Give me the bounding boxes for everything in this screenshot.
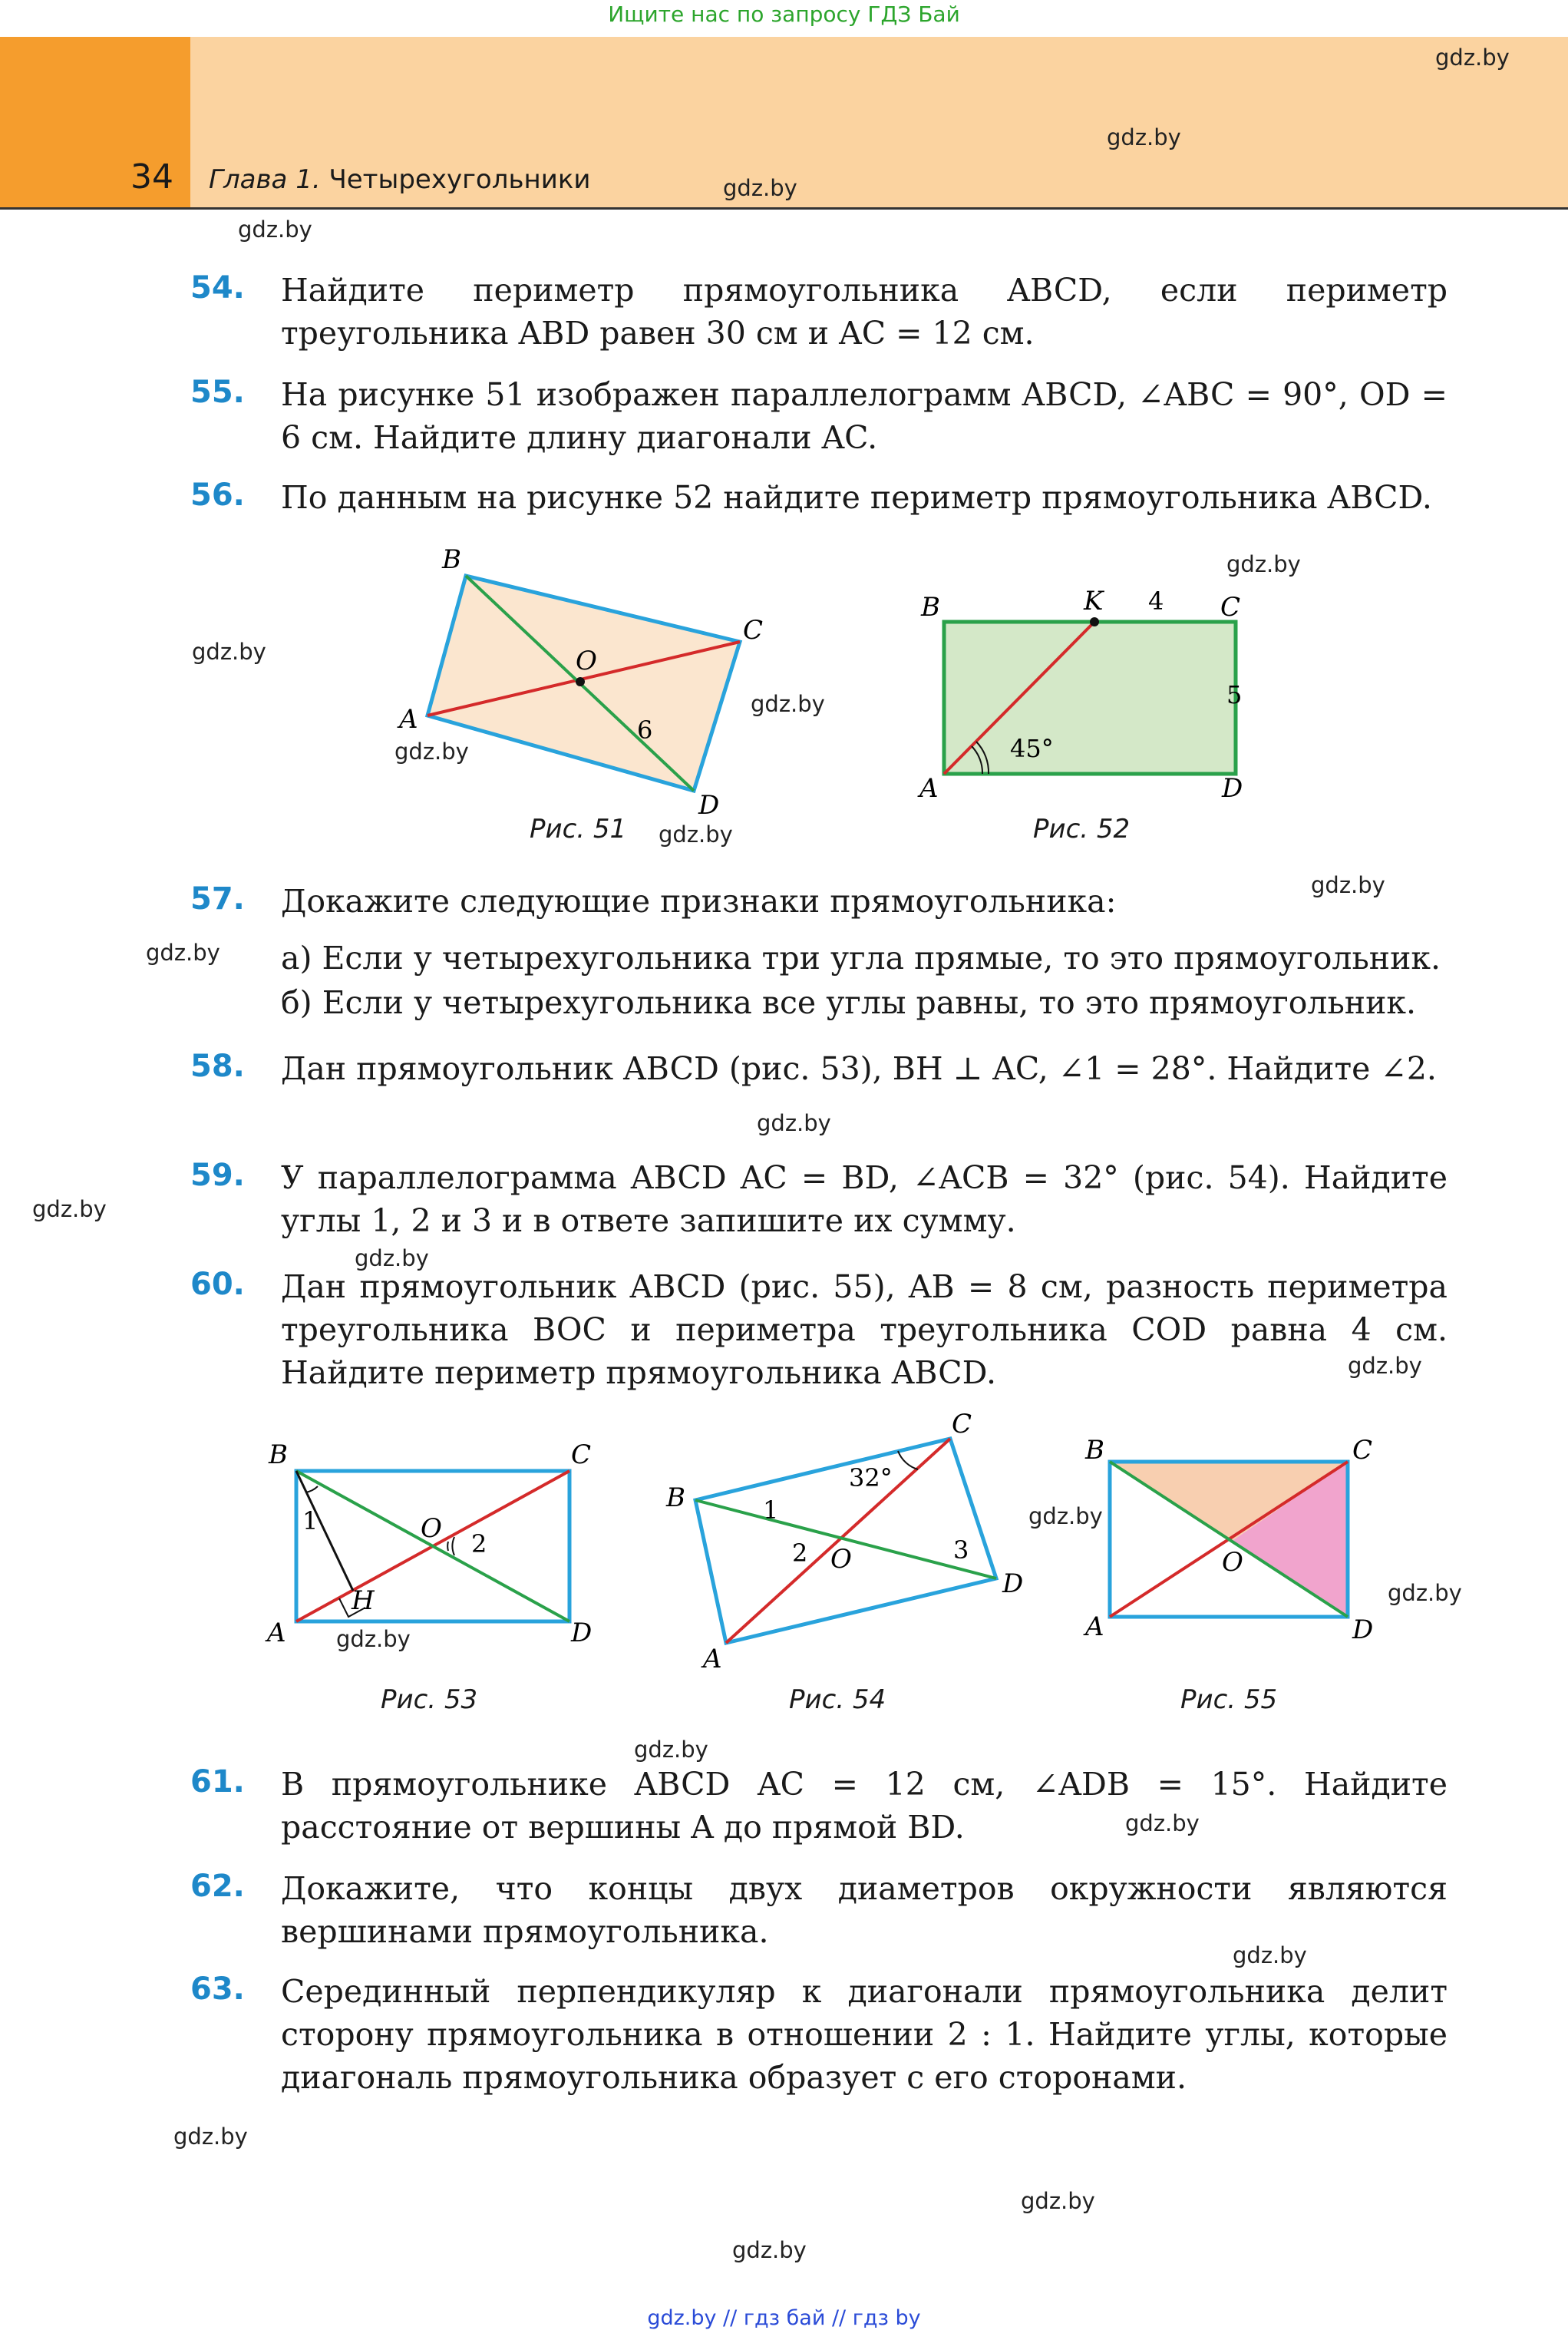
problem-text: На рисунке 51 изображен параллелограмм ABCD, ∠ABC = 90°, OD = 6 см. Найдите длину диагонали AC. — [281, 376, 1448, 456]
watermark: gdz.by — [238, 216, 312, 243]
fig52-label-a: A — [919, 773, 939, 804]
fig54-label-d: D — [1002, 1568, 1024, 1599]
fig51-seg-label: 6 — [637, 716, 653, 745]
fig52-label-c: C — [1220, 592, 1241, 623]
fig54-label-a: A — [703, 1644, 722, 1674]
watermark: gdz.by — [1388, 1580, 1462, 1606]
fig54-label-b: B — [666, 1482, 685, 1513]
problem-number: 59. — [190, 1158, 245, 1193]
figure-54 — [652, 1397, 1051, 1681]
problem-number: 54. — [190, 270, 245, 306]
watermark: gdz.by — [146, 940, 220, 966]
fig51-label-o: O — [576, 646, 597, 676]
fig54-label-3: 3 — [953, 1535, 969, 1565]
fig51-label-a: A — [399, 704, 418, 735]
problem-subitem: б) Если у четырехугольника все углы равны, то это прямоугольник. — [281, 984, 1417, 1021]
problem-text: Докажите следующие признаки прямоугольника: — [281, 883, 1117, 920]
top-link[interactable]: Ищите нас по запросу ГДЗ Бай — [608, 2, 960, 27]
fig52-label-k: K — [1084, 586, 1104, 616]
figure-55 — [1074, 1428, 1428, 1658]
fig52-label-d: D — [1222, 773, 1243, 804]
fig54-label-1: 1 — [763, 1496, 779, 1525]
problem-text: Дан прямоугольник ABCD (рис. 53), BH ⊥ AC, ∠1 = 28°. Найдите ∠2. — [281, 1050, 1437, 1087]
problem-number: 58. — [190, 1049, 245, 1084]
fig51-caption: Рис. 51 — [530, 814, 627, 844]
fig52-label-cd: 5 — [1226, 680, 1243, 709]
fig55-label-o: O — [1222, 1547, 1243, 1578]
header-divider — [0, 207, 1568, 210]
fig54-label-o: O — [830, 1544, 852, 1575]
fig53-label-h: H — [352, 1585, 375, 1616]
watermark: gdz.by — [1028, 1503, 1103, 1529]
watermark: gdz.by — [1311, 872, 1385, 898]
fig51-label-c: C — [743, 615, 764, 646]
watermark: gdz.by — [1107, 124, 1181, 150]
fig53-angle-arc — [452, 1537, 454, 1555]
fig54-label-angle: 32° — [849, 1463, 893, 1492]
fig52-point-k — [1090, 617, 1099, 626]
watermark: gdz.by — [1125, 1810, 1200, 1836]
problem-text: По данным на рисунке 52 найдите периметр прямоугольника ABCD. — [281, 479, 1432, 516]
fig54-label-c: C — [952, 1409, 972, 1439]
watermark: gdz.by — [732, 2237, 807, 2263]
watermark: gdz.by — [659, 821, 733, 848]
fig54-angle-arc — [898, 1451, 918, 1469]
footer-links[interactable]: gdz.by // гдз бай // гдз by — [647, 2306, 921, 2330]
problem-number: 61. — [190, 1764, 245, 1800]
problem-text: Дан прямоугольник ABCD (рис. 55), AB = 8 см, разность периметра треугольника BOC и периметра треугольника COD равна 4 см. Найдите периметр прямоугольника ABCD. — [281, 1268, 1448, 1391]
watermark: gdz.by — [751, 691, 825, 717]
watermark: gdz.by — [394, 739, 469, 765]
fig52-rectangle — [944, 622, 1236, 774]
watermark: gdz.by — [173, 2124, 248, 2150]
fig54-caption: Рис. 54 — [789, 1684, 886, 1715]
problem-text: Серединный перпендикуляр к диагонали прямоугольника делит сторону прямоугольника в отношении 2 : 1. Найдите углы, которые диагональ прямоугольника образует с его сторонами. — [281, 1973, 1448, 2096]
watermark: gdz.by — [1348, 1353, 1422, 1379]
fig53-caption: Рис. 53 — [381, 1684, 478, 1715]
watermark: gdz.by — [355, 1245, 429, 1271]
fig54-label-2: 2 — [792, 1539, 808, 1568]
fig53-label-d: D — [571, 1618, 593, 1648]
watermark: gdz.by — [1435, 45, 1510, 71]
fig55-label-d: D — [1352, 1615, 1374, 1645]
watermark: gdz.by — [757, 1110, 831, 1136]
fig52-caption: Рис. 52 — [1033, 814, 1131, 844]
fig52-label-b: B — [921, 592, 940, 623]
fig55-label-c: C — [1352, 1435, 1373, 1466]
fig51-label-b: B — [442, 544, 461, 575]
watermark: gdz.by — [1226, 551, 1301, 577]
chapter-title — [209, 164, 590, 195]
problem-number: 62. — [190, 1869, 245, 1904]
fig53-label-1: 1 — [302, 1506, 319, 1535]
problem-text: Докажите, что концы двух диаметров окружности являются вершинами прямоугольника. — [281, 1870, 1448, 1950]
fig51-point-o — [576, 677, 585, 686]
chapter-label: Глава 1. — [209, 164, 321, 195]
watermark: gdz.by — [1233, 1942, 1307, 1968]
figure-52 — [906, 576, 1289, 806]
problem-number: 60. — [190, 1267, 245, 1302]
fig53-angle-arc — [305, 1486, 318, 1492]
fig55-label-a: A — [1085, 1611, 1104, 1642]
fig51-label-d: D — [698, 790, 720, 821]
watermark: gdz.by — [192, 639, 266, 665]
chapter-name: Четырехугольники — [328, 164, 591, 195]
problem-number: 55. — [190, 375, 245, 410]
problem-subitem: а) Если у четырехугольника три угла прямые, то это прямоугольник. — [281, 940, 1441, 977]
watermark: gdz.by — [32, 1196, 107, 1222]
fig55-label-b: B — [1085, 1435, 1104, 1466]
fig53-label-a: A — [267, 1618, 286, 1648]
fig53-label-2: 2 — [471, 1529, 487, 1558]
fig52-label-angle: 45° — [1010, 734, 1054, 763]
watermark: gdz.by — [336, 1626, 411, 1652]
problem-number: 56. — [190, 478, 245, 513]
watermark: gdz.by — [723, 175, 797, 201]
fig55-caption: Рис. 55 — [1180, 1684, 1278, 1715]
problem-number: 57. — [190, 881, 245, 917]
problem-text: У параллелограмма ABCD AC = BD, ∠ACB = 32° (рис. 54). Найдите углы 1, 2 и 3 и в ответе запишите их сумму. — [281, 1159, 1448, 1239]
page-number: 34 — [130, 157, 173, 197]
fig53-label-b: B — [269, 1439, 288, 1470]
fig53-label-o: O — [421, 1513, 442, 1544]
problem-text: Найдите периметр прямоугольника ABCD, если периметр треугольника ABD равен 30 см и AC = 12 см. — [281, 272, 1448, 352]
fig52-label-kc: 4 — [1148, 587, 1164, 616]
figure-53 — [253, 1428, 622, 1658]
problem-text: В прямоугольнике ABCD AC = 12 см, ∠ADB = 15°. Найдите расстояние от вершины A до прямой BD. — [281, 1766, 1448, 1846]
fig53-label-c: C — [571, 1439, 592, 1470]
figure-51 — [384, 537, 783, 860]
problem-number: 63. — [190, 1971, 245, 2007]
fig53-angle-arc — [447, 1542, 448, 1551]
watermark: gdz.by — [634, 1737, 708, 1763]
watermark: gdz.by — [1021, 2188, 1095, 2214]
